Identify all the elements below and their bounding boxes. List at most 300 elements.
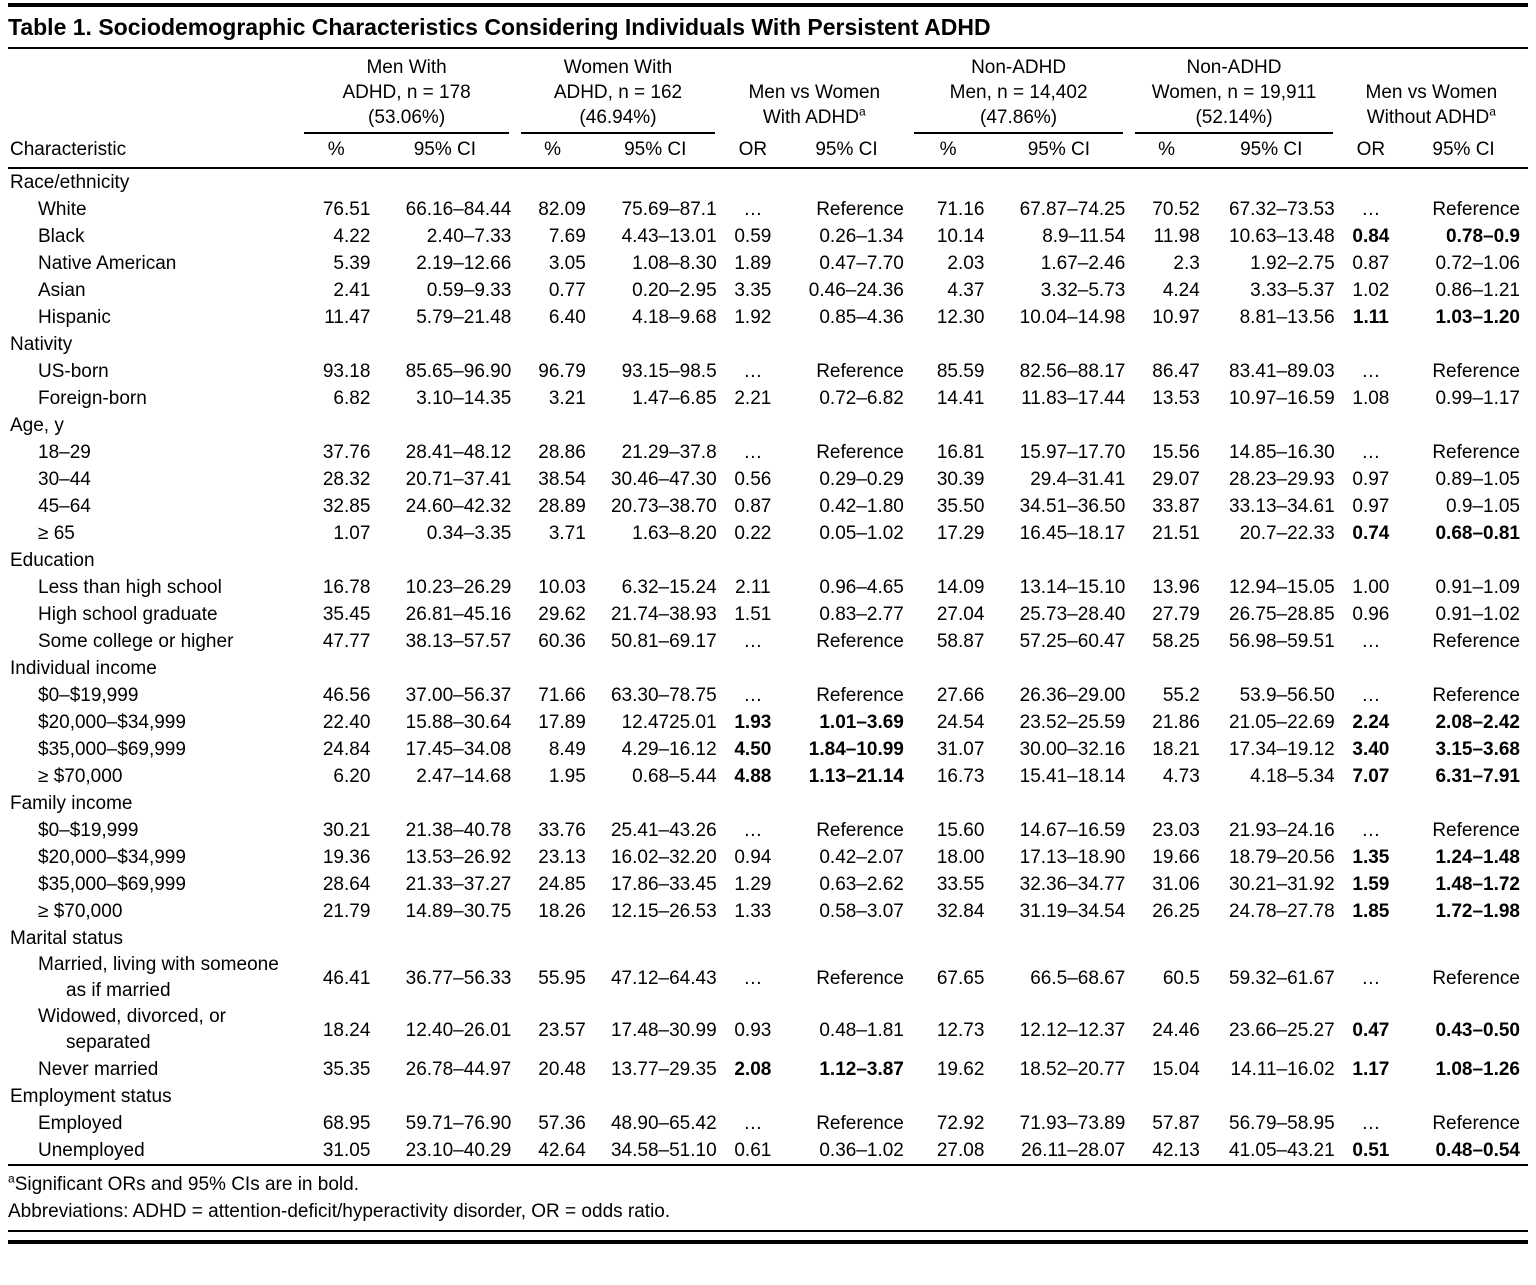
subheader-1-0: % xyxy=(519,134,593,168)
section-row xyxy=(8,331,1528,358)
cell-value: 0.59–9.33 xyxy=(426,280,512,301)
cell-value: 35.35 xyxy=(322,1059,371,1080)
cell-value: 6.32–15.24 xyxy=(621,577,717,598)
row-label: $0–$19,999 xyxy=(38,819,139,841)
cell-value: 21.51 xyxy=(1152,523,1200,544)
table-head xyxy=(8,51,1528,168)
cell-value: … xyxy=(743,967,763,989)
cell-value: 67.65 xyxy=(936,967,985,989)
cell-value: 23.52–25.59 xyxy=(1019,712,1126,733)
cell-value: 85.65–96.90 xyxy=(405,361,512,382)
cell-value: 75.69–87.1 xyxy=(621,199,717,220)
cell-value: … xyxy=(1361,1113,1381,1134)
cell-value: 20.7–22.33 xyxy=(1239,523,1335,544)
cell-value: 14.89–30.75 xyxy=(405,901,512,922)
cell-value: 10.97 xyxy=(1152,307,1200,328)
cell-value: 50.81–69.17 xyxy=(610,631,717,652)
cell-value: 32.36–34.77 xyxy=(1019,874,1126,895)
cell-value: 4.43–13.01 xyxy=(621,226,717,247)
title-rule xyxy=(8,47,1528,49)
group-header-row xyxy=(8,51,1528,134)
cell-value: 2.08 xyxy=(734,1059,772,1080)
cell-value: 7.69 xyxy=(548,226,586,247)
group-header-line: (53.06%) xyxy=(368,107,446,128)
cell-value: Reference xyxy=(1432,361,1520,382)
cell-value: 42.13 xyxy=(1133,1137,1207,1165)
cell-value: 17.29 xyxy=(936,523,985,544)
cell-value: 1.51 xyxy=(734,604,772,625)
data-row xyxy=(8,277,1528,304)
cell-value: 1.07 xyxy=(333,523,371,544)
cell-value: 15.88–30.64 xyxy=(405,712,512,733)
row-label: Native American xyxy=(38,252,177,274)
cell-value: 55.2 xyxy=(1162,685,1200,706)
group-header-line: ADHD, n = 162 xyxy=(553,82,683,103)
cell-value: 1.89 xyxy=(734,253,772,274)
row-label: Never married xyxy=(38,1058,159,1080)
cell-value: 25.73–28.40 xyxy=(1019,604,1126,625)
cell-value: 15.56 xyxy=(1152,442,1200,463)
cell-value: 26.81–45.16 xyxy=(405,604,512,625)
cell-value: 7.07 xyxy=(1352,766,1390,787)
cell-value: 6.31–7.91 xyxy=(1435,766,1520,787)
cell-value: 12.4725.01 xyxy=(621,712,717,733)
cell-value: 1.29 xyxy=(734,874,772,895)
cell-value: 14.41 xyxy=(936,388,985,409)
cell-value: 29.62 xyxy=(538,604,586,625)
cell-value: 0.9–1.05 xyxy=(1446,496,1520,517)
row-label: Black xyxy=(38,225,85,247)
cell-value: 18.24 xyxy=(322,1019,371,1041)
data-row xyxy=(8,574,1528,601)
cell-value: 33.76 xyxy=(538,820,586,841)
cell-value: 21.79 xyxy=(322,901,371,922)
cell-value: 28.64 xyxy=(322,874,371,895)
cell-value: 0.48–1.81 xyxy=(819,1019,904,1041)
cell-value: 0.89–1.05 xyxy=(1435,469,1520,490)
cell-value: 0.59 xyxy=(734,226,772,247)
cell-value: 11.47 xyxy=(324,307,371,328)
section-row xyxy=(8,412,1528,439)
subheader-4-1: 95% CI xyxy=(1208,134,1343,168)
cell-value: 4.37 xyxy=(947,280,985,301)
cell-value: 24.46 xyxy=(1152,1019,1200,1041)
cell-value: 0.99–1.17 xyxy=(1435,388,1520,409)
section-label: Age, y xyxy=(10,415,64,436)
cell-value: 0.20–2.95 xyxy=(632,280,717,301)
cell-value: 46.41 xyxy=(322,967,371,989)
cell-value: 2.03 xyxy=(947,253,985,274)
data-row xyxy=(8,304,1528,331)
cell-value: 33.55 xyxy=(936,874,985,895)
cell-value: 0.96–4.65 xyxy=(819,577,904,598)
cell-value: Reference xyxy=(1432,199,1520,220)
cell-value: 0.87 xyxy=(1352,253,1390,274)
cell-value: 26.75–28.85 xyxy=(1229,604,1335,625)
data-row xyxy=(8,628,1528,655)
cell-value: 1.84–10.99 xyxy=(808,739,904,760)
cell-value: 4.73 xyxy=(1162,766,1200,787)
cell-value: 22.40 xyxy=(322,712,371,733)
cell-value: 21.29–37.8 xyxy=(621,442,717,463)
cell-value: 17.13–18.90 xyxy=(1019,847,1126,868)
cell-value: 1.95 xyxy=(548,766,586,787)
cell-value: 18.79–20.56 xyxy=(1229,847,1335,868)
cell-value: 14.09 xyxy=(936,577,985,598)
top-rule xyxy=(8,3,1528,7)
cell-value: Reference xyxy=(816,1113,904,1134)
cell-value: 32.85 xyxy=(322,496,371,517)
group-header-line: Non-ADHD xyxy=(1186,57,1282,78)
row-label: White xyxy=(38,198,87,220)
group-header-line: With ADHD$^a$ xyxy=(762,104,866,128)
cell-value: 17.48–30.99 xyxy=(610,1019,717,1041)
cell-value: 1.85 xyxy=(1352,901,1390,922)
cell-value: Reference xyxy=(1432,685,1520,706)
cell-value: 28.89 xyxy=(538,496,586,517)
cell-value: 0.22 xyxy=(734,523,772,544)
row-label: ≥ $70,000 xyxy=(38,900,123,922)
cell-value: Reference xyxy=(816,361,904,382)
cell-value: 24.84 xyxy=(322,739,371,760)
data-row xyxy=(8,520,1528,547)
cell-value: 17.45–34.08 xyxy=(405,739,512,760)
cell-value: 13.77–29.35 xyxy=(610,1059,717,1080)
cell-value: 2.21 xyxy=(734,388,772,409)
group-header-line: Men vs Women xyxy=(1365,82,1498,103)
cell-value: 14.85–16.30 xyxy=(1229,442,1335,463)
section-row xyxy=(8,790,1528,817)
cell-value: 35.45 xyxy=(322,604,371,625)
cell-value: 0.83–2.77 xyxy=(819,604,904,625)
cell-value: 16.81 xyxy=(936,442,985,463)
cell-value: 10.63–13.48 xyxy=(1229,226,1335,247)
cell-value: 23.10–40.29 xyxy=(378,1137,519,1165)
cell-value: 29.4–31.41 xyxy=(1030,469,1126,490)
cell-value: 15.04 xyxy=(1152,1059,1200,1080)
cell-value: 1.01–3.69 xyxy=(819,712,904,733)
data-row xyxy=(8,385,1528,412)
cell-value: 47.77 xyxy=(322,631,371,652)
cell-value: 8.9–11.54 xyxy=(1042,226,1126,247)
group-header-line: Without ADHD$^a$ xyxy=(1366,104,1496,128)
cell-value: 57.87 xyxy=(1152,1113,1200,1134)
cell-value: 16.78 xyxy=(322,577,371,598)
cell-value: 1.63–8.20 xyxy=(632,523,717,544)
cell-value: 2.19–12.66 xyxy=(416,253,512,274)
data-row xyxy=(8,466,1528,493)
group-header-line: Women, n = 19,911 xyxy=(1151,82,1317,103)
cell-value: 82.09 xyxy=(538,199,586,220)
section-row xyxy=(8,925,1528,952)
cell-value: 15.60 xyxy=(936,820,985,841)
cell-value: 5.39 xyxy=(333,253,371,274)
cell-value: 29.07 xyxy=(1152,469,1200,490)
sociodemographic-table xyxy=(8,51,1528,1166)
cell-value: 24.60–42.32 xyxy=(405,496,512,517)
cell-value: 16.45–18.17 xyxy=(1019,523,1126,544)
group-header-line: Men vs Women xyxy=(748,82,881,103)
footnote-0: $^a$Significant ORs and 95% CIs are in bold. xyxy=(8,1171,359,1195)
cell-value: 4.29–16.12 xyxy=(621,739,717,760)
cell-value: 13.53–26.92 xyxy=(405,847,512,868)
cell-value: 0.72–6.82 xyxy=(819,388,904,409)
cell-value: 67.87–74.25 xyxy=(1019,199,1126,220)
cell-value: 96.79 xyxy=(538,361,586,382)
cell-value: 38.54 xyxy=(538,469,586,490)
cell-value: 0.63–2.62 xyxy=(819,874,904,895)
cell-value: 23.13 xyxy=(538,847,586,868)
cell-value: 23.03 xyxy=(1152,820,1200,841)
group-header-line: Non-ADHD xyxy=(971,57,1067,78)
cell-value: 26.36–29.00 xyxy=(1019,685,1126,706)
cell-value: 38.13–57.57 xyxy=(405,631,512,652)
group-header-line: (52.14%) xyxy=(1195,107,1273,128)
cell-value: 25.41–43.26 xyxy=(610,820,717,841)
cell-value: 1.08–8.30 xyxy=(632,253,717,274)
data-row xyxy=(8,682,1528,709)
subheader-1-1: 95% CI xyxy=(594,134,725,168)
section-label: Marital status xyxy=(10,928,123,949)
group-header-0 xyxy=(302,51,519,134)
cell-value: 0.05–1.02 xyxy=(819,523,904,544)
cell-value: Reference xyxy=(816,820,904,841)
group-header-1 xyxy=(519,51,724,134)
cell-value: 8.81–13.56 xyxy=(1239,307,1335,328)
cell-value: 0.68–5.44 xyxy=(632,766,717,787)
cell-value: 2.08–2.42 xyxy=(1435,712,1520,733)
cell-value: 93.15–98.5 xyxy=(621,361,717,382)
cell-value: 1.12–3.87 xyxy=(819,1059,904,1080)
cell-value: 0.93 xyxy=(734,1019,772,1041)
cell-value: 1.48–1.72 xyxy=(1435,874,1520,895)
cell-value: 34.58–51.10 xyxy=(594,1137,725,1165)
group-header-line: (46.94%) xyxy=(579,107,657,128)
subheader-row xyxy=(8,134,1528,168)
cell-value: 1.59 xyxy=(1352,874,1390,895)
cell-value: 0.91–1.09 xyxy=(1435,577,1520,598)
subheader-2-0: OR xyxy=(725,134,789,168)
cell-value: 0.58–3.07 xyxy=(819,901,904,922)
cell-value: 19.36 xyxy=(322,847,371,868)
cell-value: 10.04–14.98 xyxy=(1019,307,1126,328)
cell-value: 33.87 xyxy=(1152,496,1200,517)
cell-value: 0.51 xyxy=(1343,1137,1407,1165)
cell-value: 0.48–0.54 xyxy=(1407,1137,1528,1165)
cell-value: 1.33 xyxy=(734,901,772,922)
subheader-4-0: % xyxy=(1133,134,1207,168)
group-header-line: Men, n = 14,402 xyxy=(949,82,1088,103)
cell-value: 82.56–88.17 xyxy=(1019,361,1126,382)
section-label: Race/ethnicity xyxy=(10,172,130,193)
subheader-0-0: % xyxy=(302,134,378,168)
cell-value: 0.34–3.35 xyxy=(426,523,512,544)
data-row xyxy=(8,736,1528,763)
cell-value: 20.71–37.41 xyxy=(405,469,512,490)
cell-value: 13.53 xyxy=(1152,388,1200,409)
group-header-2 xyxy=(725,51,912,134)
cell-value: 0.84 xyxy=(1352,226,1390,247)
cell-value: 3.40 xyxy=(1352,739,1390,760)
cell-value: 6.40 xyxy=(548,307,586,328)
cell-value: Reference xyxy=(816,967,904,989)
corner-cell xyxy=(8,51,302,134)
cell-value: 0.96 xyxy=(1352,604,1390,625)
section-label: Education xyxy=(10,550,95,571)
cell-value: 21.93–24.16 xyxy=(1229,820,1335,841)
cell-value: 0.74 xyxy=(1352,523,1390,544)
cell-value: 0.46–24.36 xyxy=(808,280,904,301)
cell-value: … xyxy=(743,820,763,841)
footnote-1: Abbreviations: ADHD = attention-deficit/hyperactivity disorder, OR = odds ratio. xyxy=(8,1201,671,1222)
cell-value: 0.86–1.21 xyxy=(1435,280,1520,301)
cell-value: 2.11 xyxy=(735,577,771,598)
cell-value: 3.10–14.35 xyxy=(416,388,512,409)
cell-value: 48.90–65.42 xyxy=(610,1113,717,1134)
cell-value: 21.33–37.27 xyxy=(405,874,512,895)
subheader-3-0: % xyxy=(912,134,993,168)
cell-value: 3.21 xyxy=(548,388,586,409)
cell-value: 31.06 xyxy=(1152,874,1200,895)
cell-value: 58.25 xyxy=(1152,631,1200,652)
cell-value: 8.49 xyxy=(548,739,586,760)
cell-value: 0.26–1.34 xyxy=(819,226,904,247)
row-label: US-born xyxy=(38,360,109,382)
cell-value: 10.23–26.29 xyxy=(405,577,512,598)
bottom-rule-thin xyxy=(8,1230,1528,1232)
cell-value: 67.32–73.53 xyxy=(1229,199,1335,220)
cell-value: 18.00 xyxy=(936,847,985,868)
cell-value: 0.78–0.9 xyxy=(1446,226,1520,247)
cell-value: 15.41–18.14 xyxy=(1019,766,1126,787)
cell-value: 2.47–14.68 xyxy=(416,766,512,787)
cell-value: 4.22 xyxy=(333,226,371,247)
table-body xyxy=(8,168,1528,1165)
cell-value: 12.94–15.05 xyxy=(1229,577,1335,598)
row-label: 30–44 xyxy=(38,468,91,490)
cell-value: 0.56 xyxy=(734,469,772,490)
cell-value: 0.94 xyxy=(734,847,772,868)
cell-value: 1.92 xyxy=(734,307,772,328)
row-label: 45–64 xyxy=(38,495,91,517)
cell-value: 0.72–1.06 xyxy=(1435,253,1520,274)
cell-value: … xyxy=(1361,967,1381,989)
cell-value: 1.92–2.75 xyxy=(1250,253,1335,274)
row-label: $35,000–$69,999 xyxy=(38,873,186,895)
cell-value: 57.36 xyxy=(538,1113,586,1134)
cell-value: 11.98 xyxy=(1153,226,1200,247)
cell-value: 0.61 xyxy=(725,1137,789,1165)
section-label: Family income xyxy=(10,793,133,814)
cell-value: 6.20 xyxy=(333,766,371,787)
row-label: $0–$19,999 xyxy=(38,684,139,706)
cell-value: … xyxy=(1361,442,1381,463)
cell-value: 4.88 xyxy=(734,766,772,787)
data-row xyxy=(8,898,1528,925)
cell-value: 15.97–17.70 xyxy=(1019,442,1126,463)
cell-value: 23.57 xyxy=(538,1019,586,1041)
cell-value: 3.05 xyxy=(548,253,586,274)
cell-value: 1.03–1.20 xyxy=(1435,307,1520,328)
row-label: Less than high school xyxy=(38,576,222,598)
cell-value: … xyxy=(1361,685,1381,706)
group-header-line: Men With xyxy=(366,57,447,78)
cell-value: 55.95 xyxy=(538,967,586,989)
cell-value: 86.47 xyxy=(1152,361,1200,382)
row-label: Employed xyxy=(38,1112,123,1134)
cell-value: 0.91–1.02 xyxy=(1435,604,1520,625)
cell-value: 35.50 xyxy=(936,496,985,517)
data-row xyxy=(8,223,1528,250)
cell-value: 32.84 xyxy=(936,901,985,922)
cell-value: 47.12–64.43 xyxy=(610,967,717,989)
data-row xyxy=(8,844,1528,871)
section-row xyxy=(8,168,1528,196)
cell-value: 21.86 xyxy=(1152,712,1200,733)
cell-value: … xyxy=(743,199,763,220)
cell-value: 13.14–15.10 xyxy=(1019,577,1126,598)
cell-value: Reference xyxy=(816,631,904,652)
cell-value: … xyxy=(1361,199,1381,220)
cell-value: 56.98–59.51 xyxy=(1229,631,1335,652)
cell-value: Reference xyxy=(1432,967,1520,989)
cell-value: 26.78–44.97 xyxy=(405,1059,512,1080)
section-row xyxy=(8,655,1528,682)
data-row xyxy=(8,1056,1528,1083)
cell-value: 12.30 xyxy=(936,307,985,328)
cell-value: 30.39 xyxy=(936,469,985,490)
cell-value: 21.05–22.69 xyxy=(1229,712,1335,733)
subheader-0-1: 95% CI xyxy=(378,134,519,168)
cell-value: 14.67–16.59 xyxy=(1019,820,1126,841)
cell-value: 66.16–84.44 xyxy=(405,199,512,220)
cell-value: 1.72–1.98 xyxy=(1435,901,1520,922)
cell-value: 0.87 xyxy=(734,496,772,517)
cell-value: 1.11 xyxy=(1352,307,1389,328)
footnotes xyxy=(8,1171,1528,1225)
section-label: Employment status xyxy=(10,1086,172,1107)
cell-value: 0.68–0.81 xyxy=(1435,523,1520,544)
cell-value: 93.18 xyxy=(322,361,371,382)
cell-value: 12.15–26.53 xyxy=(610,901,717,922)
row-label: $35,000–$69,999 xyxy=(38,738,186,760)
row-label: ≥ 65 xyxy=(38,522,75,544)
cell-value: 10.14 xyxy=(936,226,985,247)
subheader-3-1: 95% CI xyxy=(992,134,1133,168)
characteristic-header: Characteristic xyxy=(8,134,302,168)
cell-value: 2.3 xyxy=(1173,253,1200,274)
section-row xyxy=(8,547,1528,574)
cell-value: 1.02 xyxy=(1352,280,1390,301)
cell-value: 3.35 xyxy=(734,280,772,301)
cell-value: 28.41–48.12 xyxy=(405,442,512,463)
cell-value: 1.47–6.85 xyxy=(632,388,717,409)
data-row xyxy=(8,871,1528,898)
cell-value: 19.62 xyxy=(936,1059,985,1080)
cell-value: 71.66 xyxy=(538,685,586,706)
cell-value: 36.77–56.33 xyxy=(405,967,512,989)
cell-value: Reference xyxy=(1432,820,1520,841)
cell-value: 46.56 xyxy=(322,685,371,706)
cell-value: … xyxy=(1361,361,1381,382)
cell-value: 14.11–16.02 xyxy=(1230,1059,1335,1080)
cell-value: 41.05–43.21 xyxy=(1208,1137,1343,1165)
footnote-marker: a xyxy=(8,1171,15,1186)
row-label: Hispanic xyxy=(38,306,111,328)
cell-value: Reference xyxy=(816,199,904,220)
cell-value: 56.79–58.95 xyxy=(1229,1113,1335,1134)
cell-value: 27.08 xyxy=(912,1137,993,1165)
